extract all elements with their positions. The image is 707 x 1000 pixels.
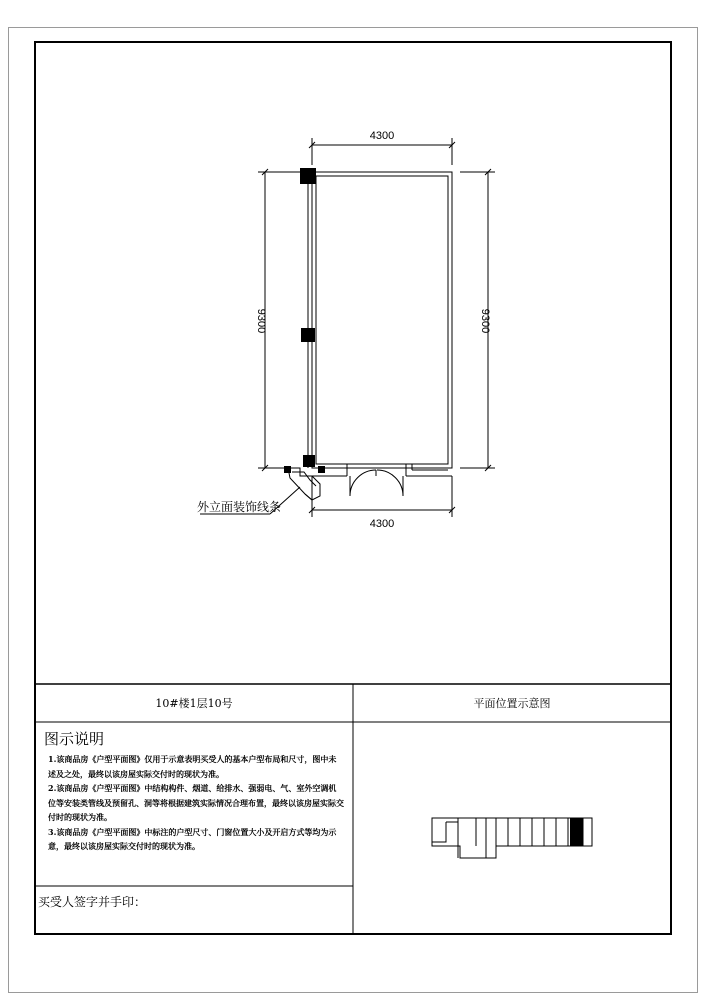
structural-columns bbox=[284, 168, 325, 473]
unit-name: 10#楼1层10号 bbox=[155, 697, 233, 710]
callout-label: 外立面装饰线条 bbox=[197, 500, 282, 514]
dimension-bottom bbox=[309, 476, 455, 517]
dim-bottom-label: 4300 bbox=[369, 518, 395, 530]
facade-molding bbox=[288, 468, 320, 500]
current-unit-marker bbox=[570, 818, 583, 846]
dim-top-label: 4300 bbox=[369, 130, 395, 142]
door-symbol bbox=[350, 470, 403, 496]
column-middle-left bbox=[301, 328, 315, 342]
legend-heading: 图示说明 bbox=[44, 730, 105, 748]
column-bottom-left bbox=[303, 455, 315, 467]
note-2: 2.该商品房《户型平面图》中结构构件、烟道、给排水、强弱电、气、室外空调机位等安装类管线及预留孔、洞等将根据建筑实际情况合理布置，最终以该房屋实际交付时的现状为准。 bbox=[48, 783, 344, 822]
location-title: 平面位置示意图 bbox=[473, 697, 551, 710]
room-walls bbox=[308, 172, 452, 468]
dim-right-label: 9300 bbox=[479, 308, 491, 334]
dim-left-label: 9300 bbox=[255, 308, 267, 334]
column-top-left bbox=[300, 168, 316, 184]
signature-label: 买受人签字并手印： bbox=[38, 895, 147, 909]
legend-notes bbox=[48, 752, 344, 854]
site-location-map bbox=[432, 818, 592, 858]
dimension-top bbox=[309, 138, 455, 165]
column-small-right bbox=[318, 466, 325, 473]
note-3: 3.该商品房《户型平面图》中标注的户型尺寸、门窗位置大小及开启方式等均为示意，最终以该房屋实际交付时的现状为准。 bbox=[48, 826, 337, 851]
column-small-left bbox=[284, 466, 291, 473]
note-1: 1.该商品房《户型平面图》仅用于示意表明买受人的基本户型布局和尺寸，图中未述及之处，最终以该房屋实际交付时的现状为准。 bbox=[48, 754, 337, 779]
